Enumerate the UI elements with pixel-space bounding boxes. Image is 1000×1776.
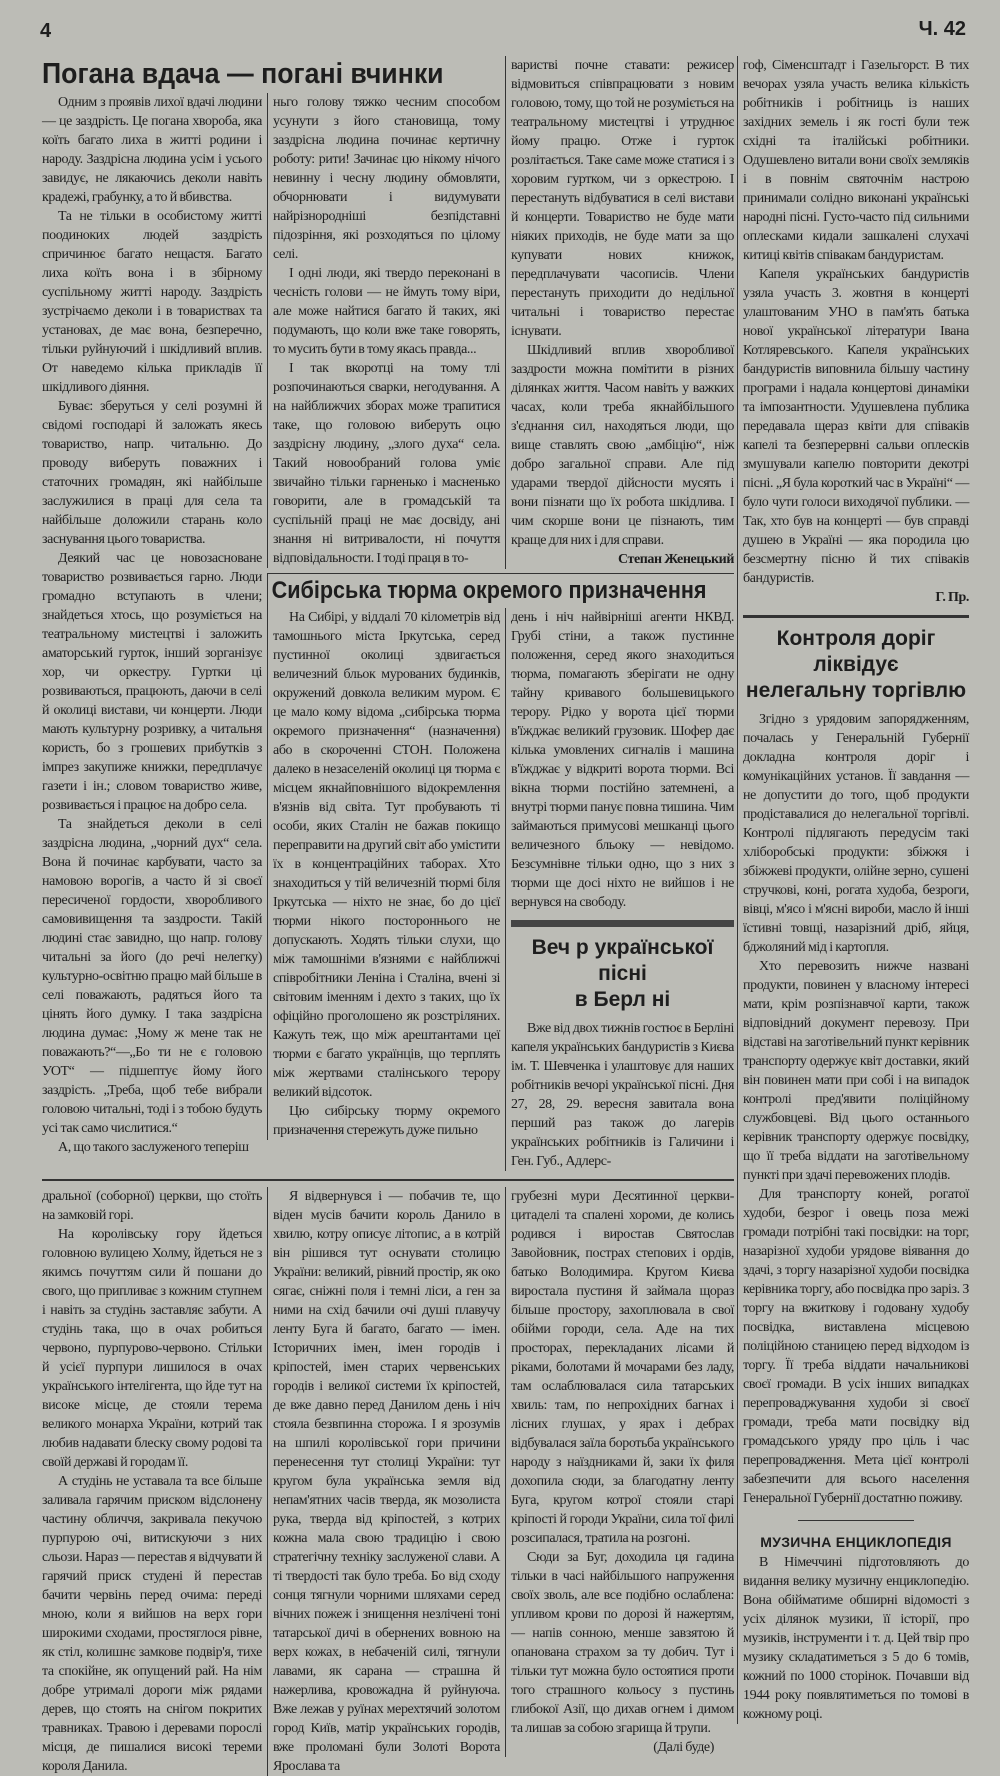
issue-number: Ч. 42 — [918, 18, 966, 40]
kholm-column-1 — [42, 1187, 262, 1776]
paragraph: гоф, Сіменсштадт і Газельгорст. В тих вечорах узяла участь велика кількість робітників і робітниць із наших західних земель і як гості були теж східні та італійські робітники. Одушевлено витали вони своїх земляків і в повнім святочнім настрою принимали солідно виконані українські народні пісні. Густо-часто під сильними оплесками кидали зашкалені слухачі китиці квітів співакам бандуристам. — [743, 58, 969, 263]
divider — [743, 615, 969, 618]
paragraph: Шкідливий вплив хворобливої заздрости можна помітити в різних ділянках життя. Часом навіть у важких часах, коли треба якнайбільшого з'єднання сил, находяться люди, що вище ставлять свою „амбіцію“, ніж добро загальної справи. Але під ударами твердої дійсности мусять і вони пізнати що їх робота шкідлива. І чим скорше вони це пізнають, тим краще для них і для справи. — [511, 343, 734, 548]
paragraph: Хто перевозить нижче названі продукти, повинен у власному інтересі мати, крім розпізнавчої карти, також відповідний документ перевозу. При відставі на заготівельний пункт керівник транспорту одержує квіт доставки, який він повинен мати при собі і на випадок контролі пред'явити поліційному службовцеві. Від цього останнього керівник транспорту одержує посвідку, що її треба віддати на заготівельному пункті при здачі перевожених плодів. — [743, 959, 969, 1183]
author-signature: Степан Женецький — [617, 552, 734, 567]
headline-line: Контроля доріг ліквідує — [776, 627, 936, 676]
paragraph: Одним з проявів лихої вдачі людини — це заздрість. Це погана хвороба, яка коїть багато лиха в житті родини і народу. Заздрісна людина усім і усього завидує, не лякаючись деколи навіть крадежі, грабунку, а то й вбивства. — [42, 95, 262, 205]
top-articles — [42, 56, 734, 1171]
paragraph: А студінь не уставала та все більше заливала гарячим приском відслонену частину обличчя, закривала пекучою пурпурою очі, витискуючи з них сльози. Нараз — перестав я відчувати й гарячий приск студені й перестав бачити червінь перед очима: переді мною, коли я вийшов на верх гори широкими сходами, простяглося рівне, як стіл, колишнє замкове подвір'я, тихе та спокійне, як опущений рай. На нім добре утрималі дороги між рядами дерев, що стоять на снігом покритих травниках. Травою і деревами порослі місця, де пишалися високі тереми короля Данила. — [42, 1474, 262, 1774]
headline-line: в Берл ні — [574, 988, 671, 1011]
paragraph: день і ніч найвірніші агенти НКВД. Грубі стіни, а також пустинне положення, серед якого знаходиться тюрма, помагають зберігати не одну тайну кривавого большевицького терору. Рідко у ворота цієї тюрми в'їжджає великий грузовик. Шофер дає кілька умовлених сигналів і машина в'їжджає у відкриті ворота тюрми. Всі вікна тюрми постійно затемнені, а внутрі тюрми панує повна тишина. Чим займаються примусові мешканці цього величезного бльоку — невідомо. Безсумнівне тільки одно, що з них з тюрми ще досі ніхто не вийшов і не вернувся на свободу. — [511, 610, 734, 910]
kholm-column-3 — [505, 1187, 734, 1757]
music-article — [743, 1553, 969, 1724]
headline-siberian-prison: Сибірська тюрма окремого призначення — [271, 577, 707, 604]
divider — [42, 1179, 734, 1181]
road-control-article — [743, 710, 969, 1508]
kholm-article — [42, 1187, 734, 1776]
divider-bar — [511, 920, 734, 927]
siberia-column-2 — [505, 608, 734, 1171]
paragraph: Капеля українських бандуристів узяла участь 3. жовтня в концерті улаштованим УНО в пам'ять батька нової української літератури Івана Котляревського. Капеля українських бандуристів виповнила більшу частину програми і надала концертові динаміки та імпозантности. Удушевлена публика передавала щераз квіти для співаків капелі та безперервні сальви оплесків змушували капелю повторити декотрі пісні. „Я була короткий час в Україні“ — було чути голоси виходячої публики. — Так, хто був на концерті — був справді душею в Україні — яка породила цю безсмертну пісню й тих співаків бандуристів. — [743, 267, 969, 586]
headline-music-encyclopedia: МУЗИЧНА ЕНЦИКЛОПЕДІЯ — [760, 1534, 952, 1550]
left-section — [42, 56, 734, 1776]
paragraph: На Сибірі, у віддалі 70 кілометрів від тамошнього міста Іркутська, серед пустинної околиці здвигається величезний бльок мурованих будинків, окружений довкола великим муром. Є це мало кому відома „сибірська тюрма окремого призначення“ (назначення) або в скороченні СТОН. Положена далеко в незаселеній околиці ця тюрма є місцем якнайповнішого відокремлення в'язнів від світа. Тут пробувають ті особи, яких Сталін не бажав покищо переправити на другий світ або умістити їх в концентраційних таборах. Хто знаходиться у тій величезній тюрмі біля Іркутська — ніхто не знає, бо до цієї тюрми нікого постороннього не допускають. Ходять тільки слухи, що між тамошніми в'язнями є найближчі співробітники Леніна і Сталіна, вчені зі світовим іменням і дехто з таких, що їх офіційно проголошено як розстріляних. Кажуть теж, що між арештантами цеї тюрми є багато українців, що терплять між жертвами сталінського терору великий відсоток. — [273, 610, 500, 1100]
concert-continuation — [743, 56, 969, 607]
headline-berlin-evening — [511, 935, 734, 1013]
article1-header — [42, 56, 500, 92]
author-signature: Г. Пр. — [935, 590, 969, 605]
paragraph: В Німеччині підготовляють до видання велику музичну енциклопедію. Вона обійматиме обширні відомості з усіх ділянок музики, її історії, про музиків, інструменти і т. д. Цей твір про музику складатиметься з 5 до 6 томів, кожний по 1000 сторінок. Почавши від 1944 року появлятиметься по томові в кожному році. — [743, 1555, 969, 1722]
paragraph: Та знайдеться деколи в селі заздрісна людина, „чорний дух“ села. Вона й починає карбувати, часто за намовою ворогів, а часто й зі своєї пересиченої гордости, хворобливого самовивищення та заздрости. Такій людині стає завидно, що напр. голову читальні за його (до речі нелегку) культурно-освітню працю май більше в селі поважають, радяться його та цінять його думку. І така заздрісна людина думає: „Чому ж мене так не поважають?“—„Бо ти не є головою УОТ“ — підшептує йому його заздрість. „Треба, щоб тебе вибрали головою читальні, тоді і з тобою будуть усі так само числитися.“ — [42, 817, 262, 1136]
paragraph: І так вкоротці на тому тлі розпочинаються сварки, негодування. А на найближчих зборах може трапитися таке, що головою виберуть оцю заздрісну людину, „злого духа“ села. Такий новообраний голова уміє звичайно тільки гарненько і масненько говорити, але в громадській та суспільній праці не має досвіду, ані знання ні витривалости, ні почуття відповідальности. І тоді праця в то- — [273, 361, 500, 566]
article1-column-1 — [42, 93, 262, 1157]
siberia-column-1 — [267, 608, 500, 1140]
article1-column-3 — [505, 56, 734, 569]
headline-line: нелегальну торгівлю — [745, 679, 967, 702]
paragraph: І одні люди, які твердо переконані в чесність голови — не ймуть тому віри, але може найтися багато й таких, які подумають, що коли вже таке говорять, то мусить бути в тому якась правда... — [273, 266, 500, 357]
paragraph: Згідно з урядовим запорядженням, почалась у Генеральній Губернії докладна контроля доріг і комунікаційних установ. Її завдання — не допустити до того, щоб продукти продіставалися до нелегальної торгівлі. Контролі підлягають передусім такі хліборобські продукти: збіжжя і збіжжеві продукти, олійне зерно, сушені стручкові, коні, рогата худоба, безроги, вівці, м'ясо і м'ясні вироби, масло й інші їстивні товщі, назарізний дріб, яйця, бджоляний мід і картопля. — [743, 712, 969, 955]
to-be-continued: (Далі буде) — [653, 1740, 714, 1755]
page-number: 4 — [40, 20, 52, 42]
paragraph: Та не тільки в особистому житті поодиноких людей заздрість спричинює багато нещастя. Багато лиха коїть вона і в збірному суспільному житті народу. Заздрість зустрічаємо деколи і в товариствах та установах, де має вона, безперечно, тільки руйнуючий і шкідливий вплив. От наведемо кілька прикладів її шкідливого діяння. — [42, 209, 262, 395]
siberia-header — [267, 573, 734, 608]
paragraph: Для транспорту коней, рогатої худоби, безрог і овець поза межі громади потрібні такі посвідки: на торг, назарізної худоби урядове віявання до здачі, з торгу назарізної худоби посвідка керівника торгу, або посвідка про заріз. З торгу на вжиткову і годовану худобу посвідка, виставлена місцевою поліційною станицею перед відходом із торгу. Її треба віддати начальникові своєї громади. В усіх інших випадках перепроваджування худоби зі своєї громади, треба мати посвідку від громадського уряду про ціль і час перепровадження. Мета цієї контролі забезпечити для всього населення Генеральної Губернії достатню поживу. — [743, 1187, 969, 1506]
kholm-column-2 — [267, 1187, 500, 1776]
paragraph: варистві почне ставати: режисер відмовиться співпрацювати з новим головою, тому, що той не розуміється на театральному мистецтві і утруднює йому працю. Отже і гурток розлітається. Таке саме може статися і з хоровим гуртком, чи з оркестрою. І перестануть відбуватися в селі вистави й концерти. Товариство не буде мати ніяких приходів, не буде мати за що купувати нових книжок, передплачувати часописів. Члени перестануть приходити до недільної читальні і товариство перестає існувати. — [511, 58, 734, 339]
paragraph: Цю сибірську тюрму окремого призначення стережуть дуже пильно — [273, 1104, 500, 1138]
divider — [798, 1520, 914, 1521]
paragraph: Деякий час це новозасноване товариство розвивається гарно. Люди громадно вступають в члени; знайдеться хтось, що розуміється на театральному мистецтві і заложить аматорський гурток, інший зорганізує хор, чи оркестру. Гуртки ці розвиваються, працюють, даючи в селі й околиці вистави, чи концерти. Люди мають культурну розривку, а читальня користь, бо з грошевих прибутків з імпрез закупиже книжки, передплачує газети і ін.; словом товариство живе, розвивається і працює на добро села. — [42, 551, 262, 813]
paragraph: ньго голову тяжко чесним способом усунути з його становища, тому заздрісна людина починає кертичну роботу: рити! Зачинає цю нікому нічого невинну і чесну людину обмовляти, обчорнювати і видумувати найрізнородніші безпідставні підозріння, які розходяться по цілому селі. — [273, 95, 500, 262]
paragraph: А, що такого заслуженого теперіш — [58, 1140, 249, 1155]
paragraph: На королівську гору йдеться головною вулицею Холму, йдеться не з якимсь почуттям сили й пошани до свого, що припливає з кожним ступнем і навіть за студінь заставляє забути. А студінь така, що в очах робиться червоно, пурпурово-червоно. Стільки й усієї пурпури лишилося в очах українського інтелігента, що йде тут на високе місце, де стояли терема великого монарха України, котрий так любив надавати блеску свому родові та своїй державі й городам її. — [42, 1227, 262, 1470]
paragraph: Я відвернувся і — побачив те, що віден мусів бачити король Данило в хвилю, котру описує літопис, а в котрій він рішився тут оснувати столицю України: великий, рівний простір, як око сягає, сніжні поля і темні ліси, а ген за ними на схід бачили очі душі плавучу ленту Буга й багато, багато — імен. Історичних імен, імен городів і кріпостей, імен старих червенських городів і великої системи їх кріпостей, де вже давно перед Данилом день і ніч стояла безвпинна сторожа. І я зрозумів на шпилі королівської гори причини перенесення тут столиці України: тут кругом була українська земля від непам'ятних часів тверда, як мозолиста рука, тверда від кріпостей, з котрих кожна мала свою традицію і свою стратегічну техніку заслуженої слави. А ті твердості так було треба. Бо від сходу сонця тягнули чорними шляхами серед вічних пожеж і знищення незлічені тоні татарської дичі в обернених вовною на верх кожах, в небаченій силі, тягнули лавами, як сарана — страшна й нажерлива, кровожадна й руйнуюча. Вже лежав у руїнах мерехтячий золотом город Київ, матір українських городів, вже проломані були Золоті Ворота Ярослава та — [273, 1189, 500, 1774]
headline-line: Веч р української пісні — [531, 936, 714, 985]
paragraph: дральної (соборної) церкви, що стоїть на замковій горі. — [42, 1189, 262, 1223]
paragraph: Вже від двох тижнів гостює в Берліні капеля українських бандуристів з Києва ім. Т. Шевченка і улаштовує для наших робітників вечорі української пісні. Дня 27, 28, 29. вересня завитала вона перший раз також до лагерів українських робітників із Галичини і Ген. Губ., Адлерс- — [511, 1021, 734, 1169]
article1-column-2 — [267, 93, 500, 568]
headline-bad-temper: Погана вдача — погані вчинки — [42, 58, 444, 90]
paragraph: Буває: зберуться у селі розумні й свідомі господарі й заложать якесь товариство, напр. читальню. До проводу виберуть поважних і статочних громадян, які найбільше заслужилися в праці для села та найбільше доложили старань коло заснування цього товариства. — [42, 399, 262, 547]
paragraph: грубезні мури Десятинної церкви-цитаделі та спалені хороми, де колись родився і виростав Святослав Завойовник, пострах степових і ордів, батько Володимира. Кругом Києва виростала пустиня й займала щораз більше простору, захоплювала в свої обійми городи, села. Аде на тих просторах, перекладаних лісами й ріками, болотами й мочарами без ладу, там ослаблювалася сила татарських хвиль: там, по непрохідних багнах і лісних глушах, у ярах і дебрах відбувалася заїла боротьба українського народу з наїздниками й, заки їх филя дохопила сюди, за благодатну ленту Буга, кругом котрої стояли старі кріпості й городи України, сила тої филі розсипалася, тратила на розгоні. — [511, 1189, 734, 1546]
paragraph: Сюди за Буг, доходила ця гадина тільки в часі найбільшого напруження своїх зволь, але все подібно ослаблена: упливом крови по дорозі й нажертям, — напів сонною, менше завзятою й опанована страхом за ту добич. Тут і тільки тут можна було остоятися проти того страшного кольосу з пустинь глибокої Азії, що дихав огнем і димом та лишав за собою згарища й трупи. — [511, 1550, 734, 1736]
berlin-article — [511, 1019, 734, 1171]
headline-road-control — [743, 626, 969, 704]
right-column — [737, 56, 969, 1724]
